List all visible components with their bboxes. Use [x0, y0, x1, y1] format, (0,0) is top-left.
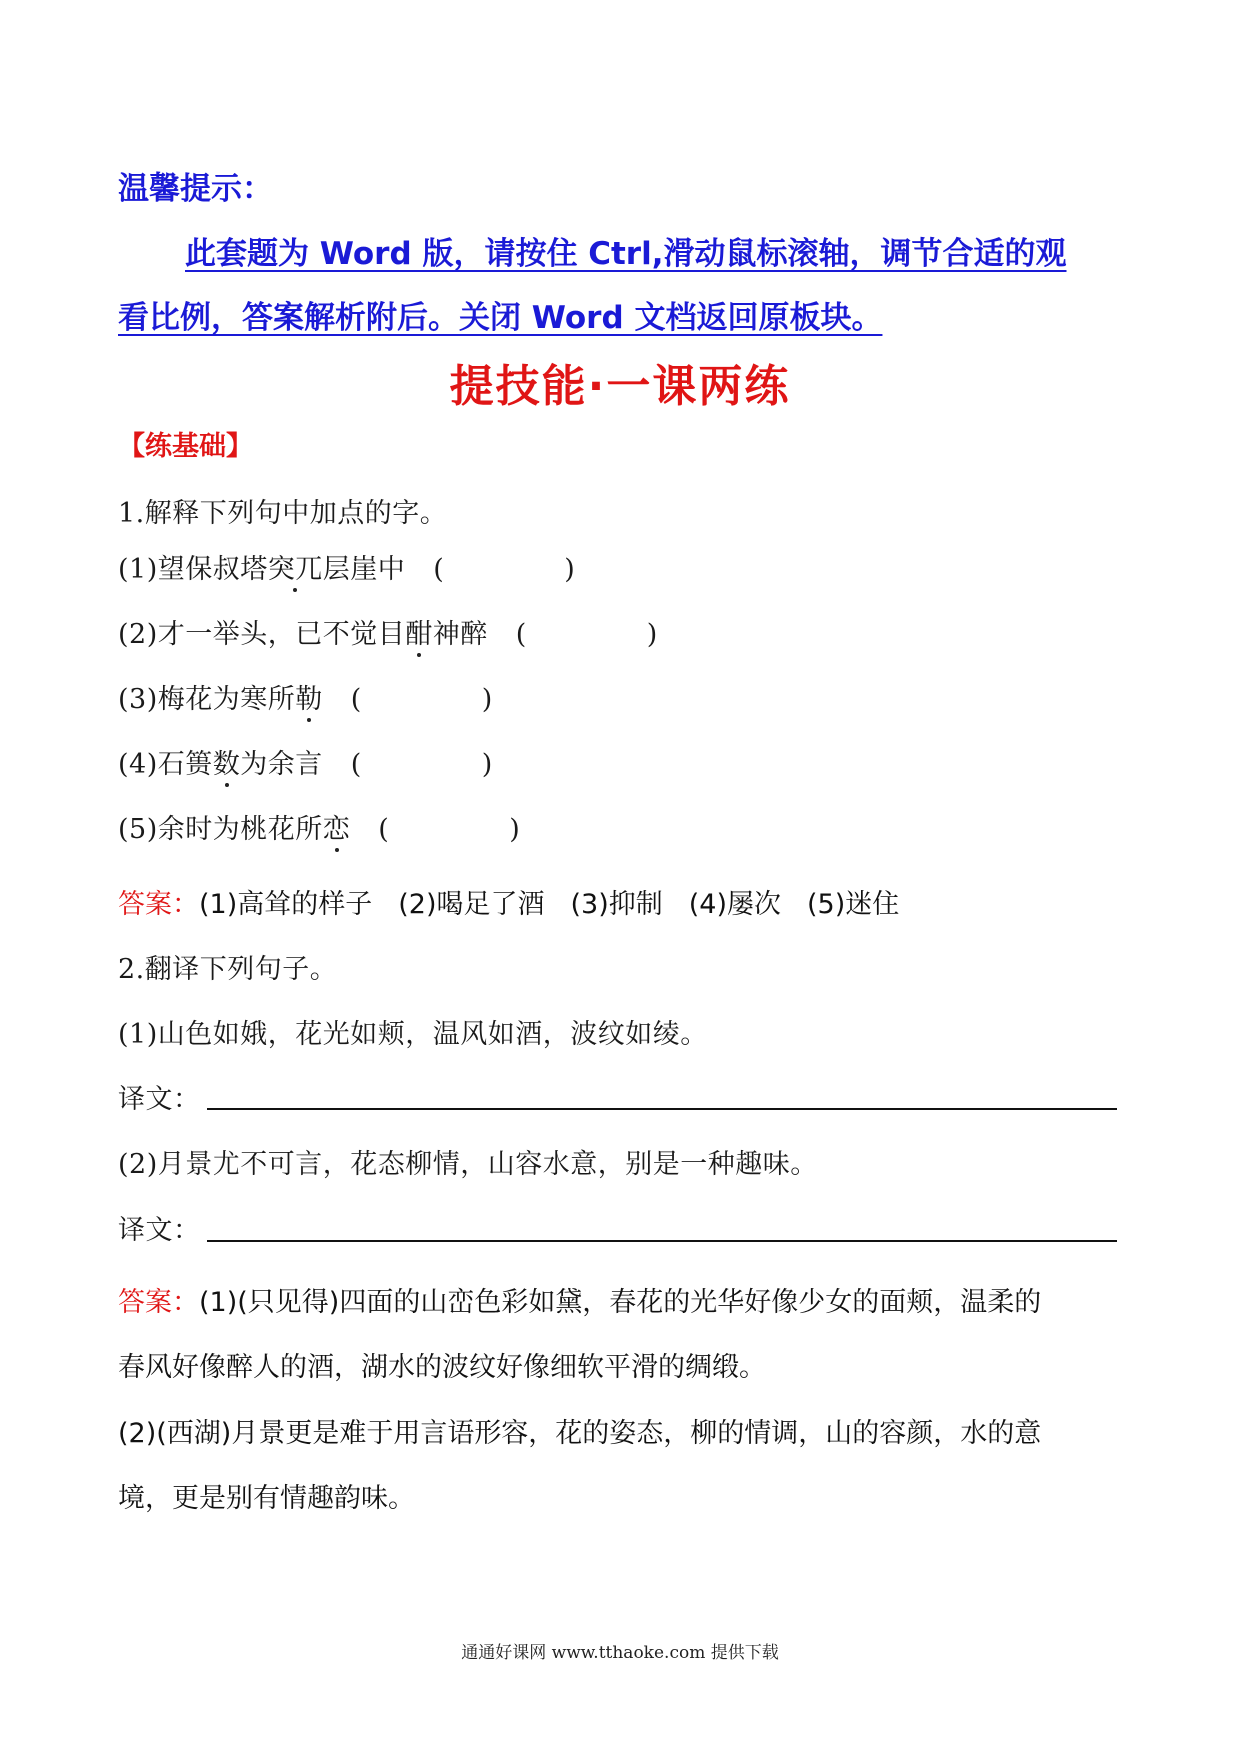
answer-blank: ( ): [433, 554, 576, 585]
dotted-word: 突兀: [268, 547, 323, 586]
question-2-sentence-1: (1)山色如娥，花光如颊，温风如酒，波纹如绫。: [118, 1019, 708, 1050]
translate-blank-1[interactable]: [207, 1108, 1117, 1110]
question-2-answer-2a: (2)(西湖)月景更是难于用言语形容，花的姿态，柳的情调，山的容颜，水的意: [118, 1418, 1042, 1449]
question-1-item-4: [118, 742, 493, 781]
tip-line-2: 看比例，答案解析附后。关闭 Word 文档返回原板块。: [118, 300, 883, 336]
footer-credit: 通通好课网 www.tthaoke.com 提供下载: [461, 1643, 779, 1663]
question-2-answer-1a: [118, 1280, 1041, 1319]
item-number: (1): [118, 554, 158, 585]
translate-label-2: 译文：: [118, 1215, 201, 1246]
item-text-pre: 余时为桃花所: [157, 814, 323, 845]
item-number: (3): [118, 684, 158, 715]
answer-item: (2)喝足了酒: [398, 889, 545, 920]
translate-label-1: 译文：: [118, 1084, 201, 1115]
item-number: (4): [118, 749, 158, 780]
answer-text: (1)(只见得)四面的山峦色彩如黛，春花的光华好像少女的面颊，温柔的: [199, 1287, 1042, 1318]
item-text-post: 神醉: [432, 619, 488, 650]
answer-item: (3)抑制: [570, 889, 663, 920]
answer-item: (1)高耸的样子: [199, 889, 373, 920]
answer-blank: ( ): [350, 684, 493, 715]
dotted-word: 恋: [323, 807, 351, 846]
item-number: (5): [118, 814, 158, 845]
question-2-sentence-2: (2)月景尤不可言，花态柳情，山容水意，别是一种趣味。: [118, 1149, 818, 1180]
question-1-answer: [118, 882, 925, 921]
question-1-item-3: [118, 677, 493, 716]
item-text-pre: 石篑: [157, 749, 213, 780]
item-text-pre: 梅花为寒所: [157, 684, 296, 715]
translate-blank-2[interactable]: [207, 1240, 1117, 1242]
question-2-answer-2b: 境，更是别有情趣韵味。: [118, 1483, 415, 1514]
main-title: 提技能·一课两练: [449, 361, 791, 412]
question-2-stem: 2.翻译下列句子。: [118, 954, 338, 985]
item-text-pre: 才一举头，已不觉目: [157, 619, 406, 650]
dotted-word: 勒: [295, 677, 323, 716]
item-number: (2): [118, 619, 158, 650]
answer-label: 答案：: [118, 1287, 199, 1318]
answer-item: (5)迷住: [807, 889, 900, 920]
answer-blank: ( ): [350, 749, 493, 780]
section-tag: 【练基础】: [118, 431, 253, 462]
dotted-word: 数: [213, 742, 241, 781]
answer-blank: ( ): [515, 619, 658, 650]
tip-line-1: 此套题为 Word 版，请按住 Ctrl,滑动鼠标滚轴，调节合适的观: [185, 236, 1067, 272]
answer-blank: ( ): [378, 814, 521, 845]
question-1-item-1: [118, 547, 575, 586]
item-text-pre: 望保叔塔: [157, 554, 268, 585]
item-text-post: 为余言: [240, 749, 323, 780]
question-2-answer-1b: 春风好像醉人的酒，湖水的波纹好像细软平滑的绸缎。: [118, 1352, 766, 1383]
answer-item: (4)屡次: [688, 889, 781, 920]
dotted-word: 酣: [405, 612, 433, 651]
tip-title: 温馨提示：: [118, 171, 273, 207]
question-1-stem: 1.解释下列句中加点的字。: [118, 498, 448, 529]
item-text-post: 层崖中: [322, 554, 406, 585]
question-1-item-5: [118, 807, 520, 846]
question-1-item-2: [118, 612, 658, 651]
answer-label: 答案：: [118, 889, 199, 920]
